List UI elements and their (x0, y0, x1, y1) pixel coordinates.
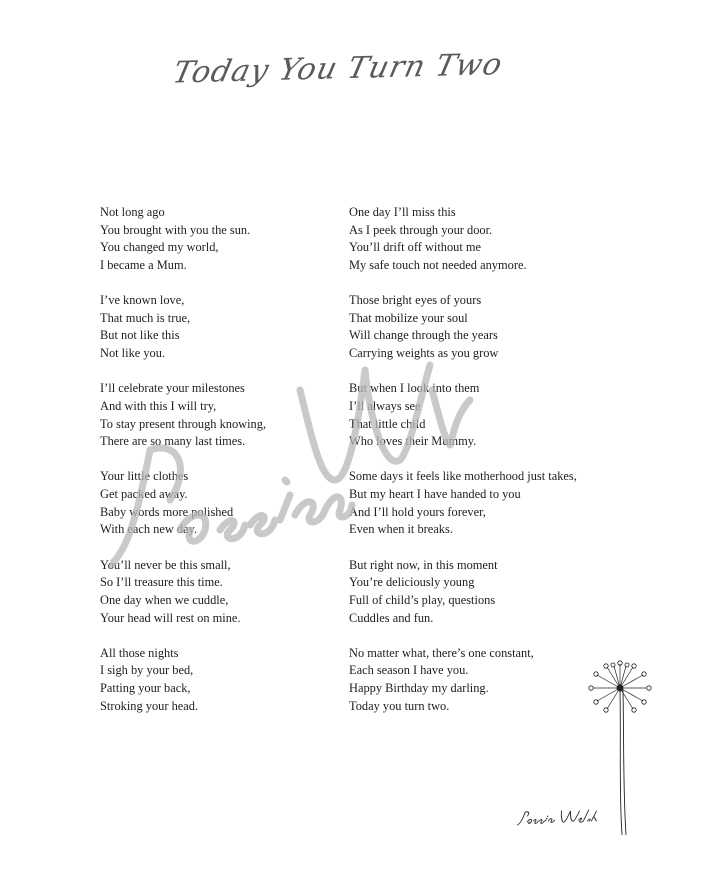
poem-line: And with this I will try, (100, 398, 217, 413)
poem-line: So I’ll treasure this time. (100, 575, 223, 590)
poem-line: Not like you. (100, 346, 166, 361)
poem-line: Get packed away. (100, 487, 188, 502)
poem-line: Your head will rest on mine. (100, 610, 241, 625)
poem-column-right (349, 204, 589, 733)
poem-line: My safe touch not needed anymore. (349, 257, 527, 272)
stanza (100, 645, 350, 716)
poem-line: Each season I have you. (349, 663, 469, 678)
poem-line: Baby words more polished (100, 504, 234, 519)
stanza (349, 292, 589, 363)
poem-line: Full of child’s play, questions (349, 592, 496, 607)
poem-line: Carrying weights as you grow (349, 346, 499, 361)
poem-line: Will change through the years (349, 328, 498, 343)
poem-line: There are so many last times. (100, 434, 246, 449)
poem-column-left (100, 204, 350, 733)
poem-line: I’ll always see (349, 398, 421, 413)
poem-title: Today You Turn Two (169, 47, 507, 91)
poem-line: With each new day. (100, 522, 198, 537)
poem-line: I’ll celebrate your milestones (100, 381, 245, 396)
poem-line: Patting your back, (100, 681, 191, 696)
poem-line: Stroking your head. (100, 698, 199, 713)
stanza (100, 468, 350, 539)
poem-line: One day I’ll miss this (349, 205, 456, 219)
stanza (100, 204, 350, 275)
author-signature (516, 808, 600, 828)
stanza (349, 557, 589, 628)
poem-line: Cuddles and fun. (349, 610, 434, 625)
poem-line: To stay present through knowing, (100, 416, 267, 431)
poem-line: No matter what, there’s one constant, (349, 645, 534, 660)
poem-line: But not like this (100, 328, 180, 343)
poem-line: Today you turn two. (349, 698, 450, 713)
poem-line: You’ll drift off without me (349, 240, 482, 255)
poem-line: Your little clothes (100, 469, 189, 484)
poem-line: You’ll never be this small, (100, 557, 231, 572)
poem-line: But when I look into them (349, 381, 480, 396)
poem-line: Happy Birthday my darling. (349, 681, 489, 696)
poem-line: Not long ago (100, 205, 165, 219)
poem-line: You brought with you the sun. (100, 222, 251, 237)
poem-line: As I peek through your door. (349, 222, 493, 237)
poem-line: That mobilize your soul (349, 310, 468, 325)
stanza (100, 557, 350, 628)
poem-line: Who loves their Mummy. (349, 434, 477, 449)
poem-line: I sigh by your bed, (100, 663, 194, 678)
poem-line: That little child (349, 416, 426, 431)
stanza (349, 204, 589, 275)
poem-line: But my heart I have handed to you (349, 487, 521, 502)
poem-line: And I’ll hold yours forever, (349, 504, 486, 519)
stanza (349, 645, 589, 716)
stanza (100, 380, 350, 451)
poem-line: One day when we cuddle, (100, 592, 229, 607)
poem-line: But right now, in this moment (349, 557, 498, 572)
poem-line: Those bright eyes of yours (349, 293, 482, 308)
poem-line: You changed my world, (100, 240, 219, 255)
poem-line: I became a Mum. (100, 257, 187, 272)
stanza (100, 292, 350, 363)
stanza (349, 380, 589, 451)
poem-line: Some days it feels like motherhood just takes, (349, 469, 577, 484)
poem-line: I’ve known love, (100, 293, 185, 308)
poem-line: That much is true, (100, 310, 191, 325)
poem-line: All those nights (100, 645, 179, 660)
poem-line: You’re deliciously young (349, 575, 475, 590)
poem-line: Even when it breaks. (349, 522, 453, 537)
stanza (349, 468, 589, 539)
